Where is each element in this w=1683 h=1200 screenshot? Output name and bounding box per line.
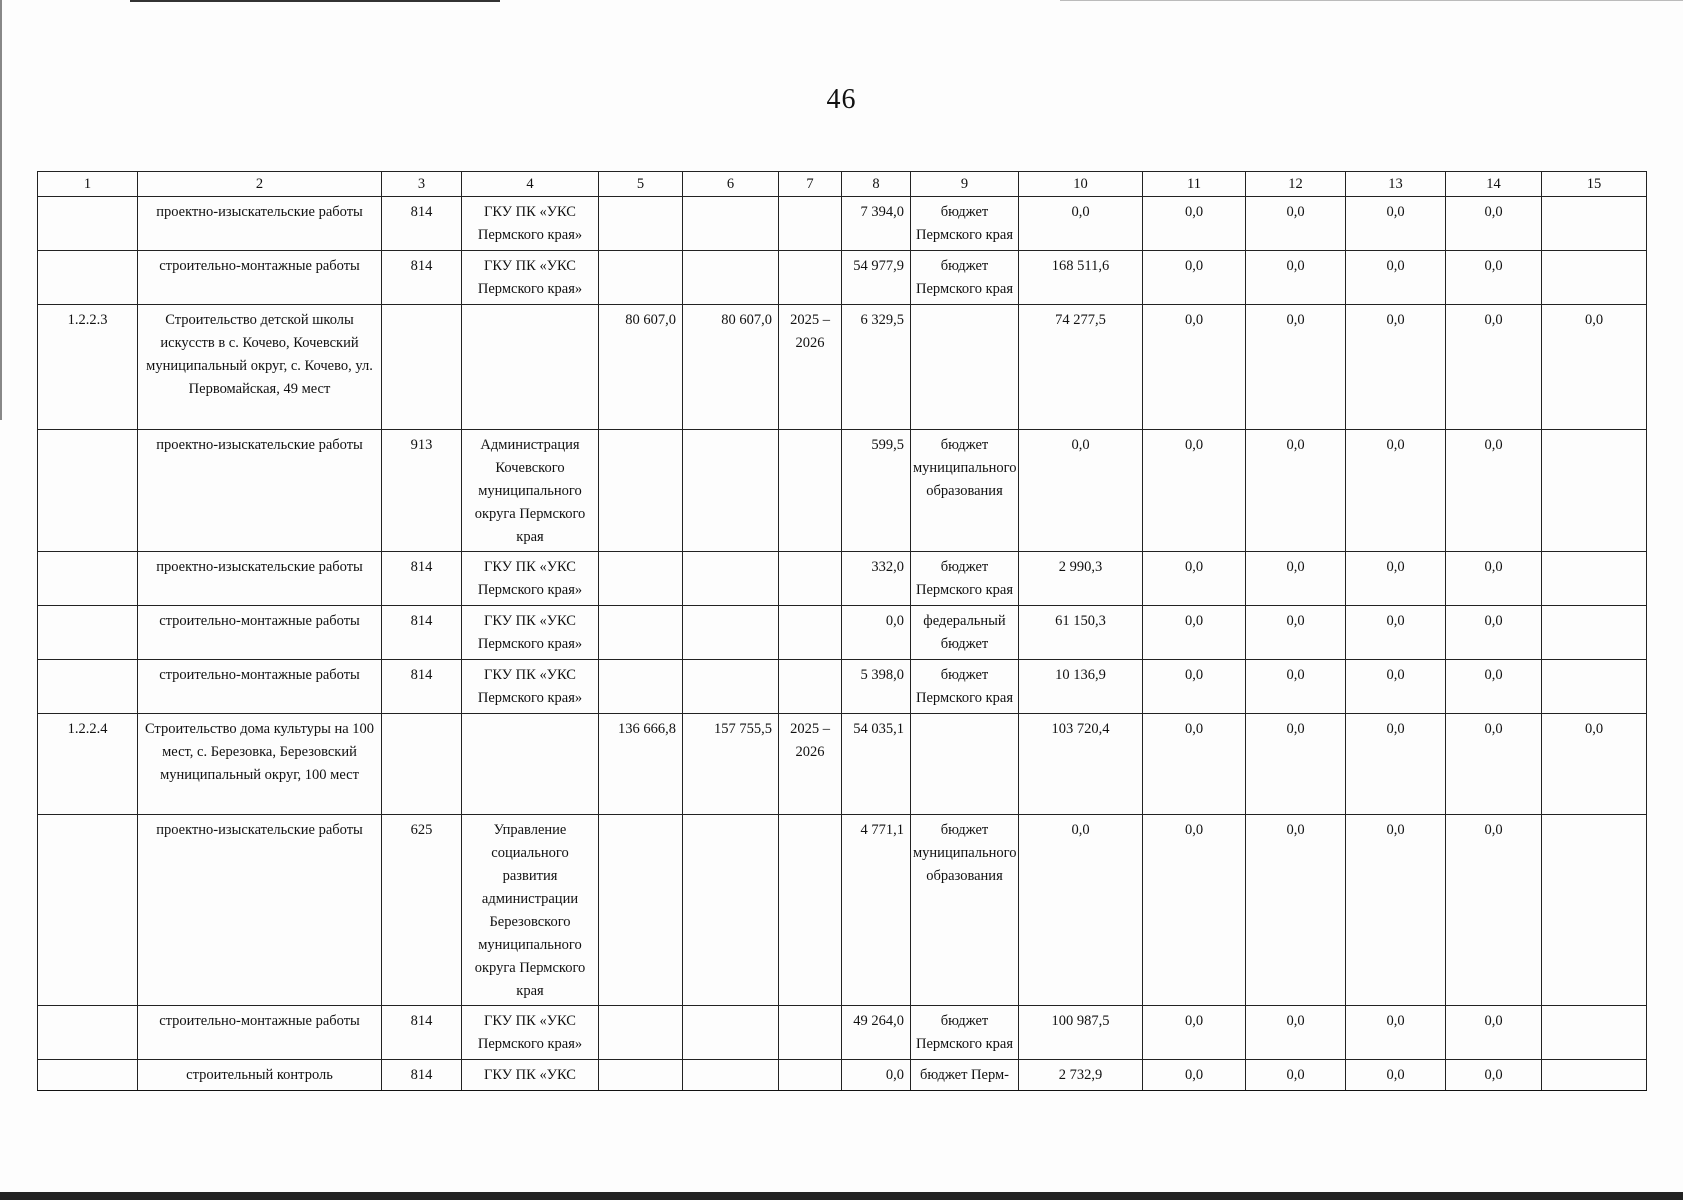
cell-col5 (599, 430, 683, 552)
cell-col11: 0,0 (1143, 552, 1246, 606)
cell-col5 (599, 815, 683, 1006)
table-row (38, 1006, 1647, 1060)
cell-col14: 0,0 (1446, 606, 1542, 660)
cell-col10: 168 511,6 (1019, 251, 1143, 305)
cell-period (779, 251, 842, 305)
column-number: 10 (1019, 172, 1143, 197)
cell-col8: 0,0 (842, 1060, 911, 1091)
cell-col5 (599, 1006, 683, 1060)
cell-grbs: 814 (382, 197, 462, 251)
column-number: 1 (38, 172, 138, 197)
cell-col6 (683, 815, 779, 1006)
cell-col13: 0,0 (1346, 430, 1446, 552)
scan-edge-bottom (0, 1192, 1683, 1200)
cell-col5 (599, 660, 683, 714)
cell-col6: 157 755,5 (683, 714, 779, 815)
cell-col15 (1542, 197, 1647, 251)
table-row (38, 197, 1647, 251)
cell-col14: 0,0 (1446, 815, 1542, 1006)
cell-col15 (1542, 552, 1647, 606)
cell-name: проектно-изыскательские работы (138, 815, 382, 1006)
cell-code (38, 1060, 138, 1091)
cell-col14: 0,0 (1446, 552, 1542, 606)
cell-col12: 0,0 (1246, 714, 1346, 815)
cell-code (38, 815, 138, 1006)
cell-grbs: 814 (382, 251, 462, 305)
cell-name: проектно-изыскательские работы (138, 197, 382, 251)
cell-col10: 2 732,9 (1019, 1060, 1143, 1091)
cell-col11: 0,0 (1143, 606, 1246, 660)
cell-name: строительно-монтажные работы (138, 251, 382, 305)
cell-period (779, 815, 842, 1006)
table-row (38, 1060, 1647, 1091)
cell-period (779, 660, 842, 714)
cell-col13: 0,0 (1346, 660, 1446, 714)
cell-col10: 100 987,5 (1019, 1006, 1143, 1060)
cell-col8: 5 398,0 (842, 660, 911, 714)
cell-code: 1.2.2.4 (38, 714, 138, 815)
cell-col6 (683, 552, 779, 606)
cell-grbs: 913 (382, 430, 462, 552)
cell-customer: ГКУ ПК «УКС Пермского края» (462, 197, 599, 251)
cell-customer: Администрация Кочевского муниципального округа Пермского края (462, 430, 599, 552)
column-number: 11 (1143, 172, 1246, 197)
cell-col12: 0,0 (1246, 815, 1346, 1006)
cell-col14: 0,0 (1446, 1060, 1542, 1091)
cell-col12: 0,0 (1246, 660, 1346, 714)
cell-col10: 0,0 (1019, 430, 1143, 552)
cell-col11: 0,0 (1143, 714, 1246, 815)
cell-col12: 0,0 (1246, 1006, 1346, 1060)
cell-col13: 0,0 (1346, 1060, 1446, 1091)
cell-col15 (1542, 1006, 1647, 1060)
cell-col11: 0,0 (1143, 815, 1246, 1006)
cell-source: федеральный бюджет (911, 606, 1019, 660)
cell-col15 (1542, 430, 1647, 552)
cell-name: Строительство дома культуры на 100 мест, с. Березовка, Березовский муниципальный округ, 100 мест (138, 714, 382, 815)
cell-col12: 0,0 (1246, 197, 1346, 251)
cell-grbs: 814 (382, 1060, 462, 1091)
cell-col6 (683, 430, 779, 552)
cell-col15 (1542, 251, 1647, 305)
cell-code (38, 430, 138, 552)
cell-col15 (1542, 606, 1647, 660)
column-number: 2 (138, 172, 382, 197)
cell-col8: 54 977,9 (842, 251, 911, 305)
cell-col12: 0,0 (1246, 430, 1346, 552)
cell-col6 (683, 251, 779, 305)
cell-name: строительный контроль (138, 1060, 382, 1091)
cell-col8: 4 771,1 (842, 815, 911, 1006)
cell-col8: 49 264,0 (842, 1006, 911, 1060)
cell-grbs: 814 (382, 660, 462, 714)
column-number: 5 (599, 172, 683, 197)
cell-name: строительно-монтажные работы (138, 1006, 382, 1060)
cell-col15 (1542, 815, 1647, 1006)
cell-col12: 0,0 (1246, 552, 1346, 606)
cell-code (38, 251, 138, 305)
cell-name: проектно-изыскательские работы (138, 552, 382, 606)
cell-col10: 61 150,3 (1019, 606, 1143, 660)
cell-period (779, 552, 842, 606)
cell-customer: ГКУ ПК «УКС Пермского края» (462, 660, 599, 714)
table-row (38, 305, 1647, 430)
cell-col13: 0,0 (1346, 1006, 1446, 1060)
cell-name: строительно-монтажные работы (138, 660, 382, 714)
cell-customer: Управление социального развития администрации Березовского муниципального округа Пермского края (462, 815, 599, 1006)
scan-edge-top-right (1060, 0, 1683, 1)
cell-col5 (599, 251, 683, 305)
cell-col13: 0,0 (1346, 251, 1446, 305)
cell-col11: 0,0 (1143, 1006, 1246, 1060)
cell-source: бюджет Пермского края (911, 552, 1019, 606)
cell-col14: 0,0 (1446, 430, 1542, 552)
cell-col15 (1542, 1060, 1647, 1091)
cell-name: Строительство детской школы искусств в с. Кочево, Кочевский муниципальный округ, с. Кочево, ул. Первомайская, 49 мест (138, 305, 382, 430)
cell-grbs: 814 (382, 552, 462, 606)
cell-col14: 0,0 (1446, 1006, 1542, 1060)
cell-code: 1.2.2.3 (38, 305, 138, 430)
column-number: 14 (1446, 172, 1542, 197)
scan-edge-left (0, 0, 2, 420)
cell-col6 (683, 1060, 779, 1091)
cell-col5 (599, 552, 683, 606)
scan-edge-top (130, 0, 500, 2)
table-row (38, 251, 1647, 305)
cell-col5 (599, 197, 683, 251)
cell-col8: 599,5 (842, 430, 911, 552)
column-number: 9 (911, 172, 1019, 197)
cell-col13: 0,0 (1346, 305, 1446, 430)
cell-col8: 0,0 (842, 606, 911, 660)
cell-col10: 103 720,4 (1019, 714, 1143, 815)
column-number-row (38, 172, 1647, 197)
cell-col11: 0,0 (1143, 251, 1246, 305)
cell-period (779, 606, 842, 660)
cell-period (779, 430, 842, 552)
cell-customer (462, 714, 599, 815)
column-number: 15 (1542, 172, 1647, 197)
cell-grbs: 814 (382, 606, 462, 660)
cell-col11: 0,0 (1143, 660, 1246, 714)
cell-col13: 0,0 (1346, 714, 1446, 815)
cell-col6 (683, 197, 779, 251)
cell-col14: 0,0 (1446, 305, 1542, 430)
cell-col11: 0,0 (1143, 197, 1246, 251)
cell-col12: 0,0 (1246, 251, 1346, 305)
column-number: 4 (462, 172, 599, 197)
cell-period: 2025 – 2026 (779, 305, 842, 430)
cell-col8: 332,0 (842, 552, 911, 606)
cell-col13: 0,0 (1346, 606, 1446, 660)
cell-grbs (382, 714, 462, 815)
cell-code (38, 1006, 138, 1060)
budget-table (37, 171, 1647, 1091)
cell-grbs (382, 305, 462, 430)
table-row (38, 552, 1647, 606)
cell-col10: 0,0 (1019, 815, 1143, 1006)
cell-customer: ГКУ ПК «УКС Пермского края» (462, 606, 599, 660)
cell-col6 (683, 660, 779, 714)
page-number: 46 (826, 84, 857, 115)
cell-customer: ГКУ ПК «УКС Пермского края» (462, 552, 599, 606)
cell-source: бюджет Пермского края (911, 197, 1019, 251)
cell-col14: 0,0 (1446, 660, 1542, 714)
cell-customer: ГКУ ПК «УКС Пермского края» (462, 251, 599, 305)
cell-col5 (599, 606, 683, 660)
column-number: 6 (683, 172, 779, 197)
cell-period (779, 1060, 842, 1091)
table-row (38, 714, 1647, 815)
table-row (38, 430, 1647, 552)
cell-col12: 0,0 (1246, 606, 1346, 660)
cell-customer (462, 305, 599, 430)
cell-source (911, 714, 1019, 815)
column-number: 12 (1246, 172, 1346, 197)
cell-code (38, 552, 138, 606)
table-row (38, 660, 1647, 714)
cell-col13: 0,0 (1346, 552, 1446, 606)
cell-grbs: 625 (382, 815, 462, 1006)
cell-col10: 2 990,3 (1019, 552, 1143, 606)
cell-source (911, 305, 1019, 430)
cell-col5: 136 666,8 (599, 714, 683, 815)
cell-source: бюджет Пермского края (911, 251, 1019, 305)
cell-code (38, 606, 138, 660)
cell-period: 2025 – 2026 (779, 714, 842, 815)
cell-period (779, 1006, 842, 1060)
cell-customer: ГКУ ПК «УКС (462, 1060, 599, 1091)
column-number: 3 (382, 172, 462, 197)
table-row (38, 815, 1647, 1006)
cell-col5: 80 607,0 (599, 305, 683, 430)
cell-col15: 0,0 (1542, 714, 1647, 815)
cell-period (779, 197, 842, 251)
cell-col6: 80 607,0 (683, 305, 779, 430)
cell-col15: 0,0 (1542, 305, 1647, 430)
cell-col14: 0,0 (1446, 197, 1542, 251)
cell-col10: 10 136,9 (1019, 660, 1143, 714)
cell-grbs: 814 (382, 1006, 462, 1060)
cell-col14: 0,0 (1446, 251, 1542, 305)
cell-col8: 54 035,1 (842, 714, 911, 815)
cell-name: строительно-монтажные работы (138, 606, 382, 660)
cell-source: бюджет Пермского края (911, 660, 1019, 714)
cell-col10: 0,0 (1019, 197, 1143, 251)
cell-col11: 0,0 (1143, 430, 1246, 552)
cell-col11: 0,0 (1143, 1060, 1246, 1091)
cell-name: проектно-изыскательские работы (138, 430, 382, 552)
cell-code (38, 197, 138, 251)
cell-col8: 7 394,0 (842, 197, 911, 251)
cell-col5 (599, 1060, 683, 1091)
cell-col6 (683, 606, 779, 660)
cell-code (38, 660, 138, 714)
column-number: 8 (842, 172, 911, 197)
column-number: 13 (1346, 172, 1446, 197)
cell-customer: ГКУ ПК «УКС Пермского края» (462, 1006, 599, 1060)
cell-col14: 0,0 (1446, 714, 1542, 815)
cell-source: бюджет муниципального образования (911, 815, 1019, 1006)
cell-col13: 0,0 (1346, 815, 1446, 1006)
cell-col11: 0,0 (1143, 305, 1246, 430)
cell-source: бюджет Пермского края (911, 1006, 1019, 1060)
column-number: 7 (779, 172, 842, 197)
cell-col12: 0,0 (1246, 305, 1346, 430)
table-row (38, 606, 1647, 660)
cell-col13: 0,0 (1346, 197, 1446, 251)
cell-source: бюджет муниципального образования (911, 430, 1019, 552)
cell-col15 (1542, 660, 1647, 714)
cell-col6 (683, 1006, 779, 1060)
cell-source: бюджет Перм- (911, 1060, 1019, 1091)
cell-col8: 6 329,5 (842, 305, 911, 430)
cell-col12: 0,0 (1246, 1060, 1346, 1091)
cell-col10: 74 277,5 (1019, 305, 1143, 430)
